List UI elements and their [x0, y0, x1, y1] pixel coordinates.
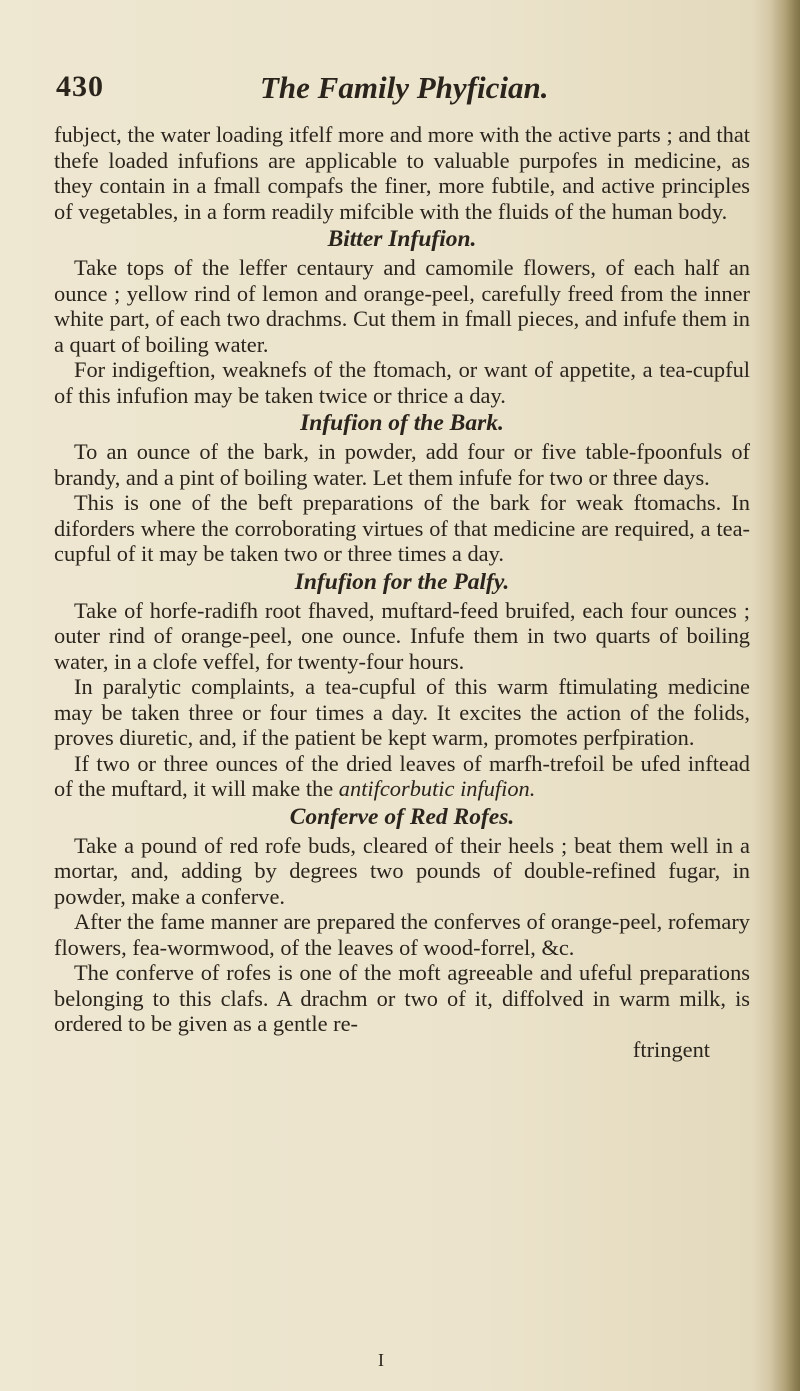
paragraph-conserve-use: The conferve of rofes is one of the moft agreeable and ufeful preparations belonging to this clafs. A drachm or two of it, diffolved in warm milk, is ordered to be given as a gentle re-: [54, 960, 750, 1036]
paragraph-antiscorbutic-text: If two or three ounces of the dried leaves of marfh-trefoil be ufed inftead of the muftard, it will make the: [54, 750, 750, 801]
heading-bark-infusion: Infufion of the Bark.: [300, 410, 504, 436]
page-body: [54, 122, 750, 1062]
heading-palsy-infusion: Infufion for the Palfy.: [294, 568, 510, 595]
paragraph-bark-recipe: To an ounce of the bark, in powder, add four or five table-fpoonfuls of brandy, and a pint of boiling water. Let them infufe for two or three days.: [54, 439, 750, 490]
paragraph-continuation: fubject, the water loading itfelf more and more with the active parts ; and that thefe loaded infufions are applicable to valuable purpofes in medicine, as they contain in a fmall compafs the finer, more fubtile, and active principles of vegetables, in a form readily mifcible with the fluids of the human body.: [54, 122, 750, 224]
catchword: ftringent: [632, 1036, 710, 1062]
heading-conserve-roses: Conferve of Red Rofes.: [289, 803, 515, 830]
paragraph-bitter-recipe: Take tops of the leffer centaury and camomile flowers, of each half an ounce ; yellow rind of lemon and orange-peel, carefully freed from the inner white part, of each two drachms. Cut them in fmall pieces, and infufe them in a quart of boiling water.: [54, 255, 750, 357]
page-edge-shadow: [770, 0, 800, 1391]
antiscorbutic-term: antifcorbutic infufion.: [338, 776, 536, 801]
paragraph-antiscorbutic: [54, 751, 750, 802]
heading-bitter-infusion: Bitter Infufion.: [327, 226, 477, 252]
page-header: [40, 70, 740, 114]
paragraph-bitter-use: For indigeftion, weaknefs of the ftomach, or want of appetite, a tea-cupful of this infufion may be taken twice or thrice a day.: [54, 357, 750, 408]
running-head: The Family Phyfician.: [260, 70, 549, 105]
page-number: 430: [56, 70, 104, 103]
paragraph-conserve-variants: After the fame manner are prepared the conferves of orange-peel, rofemary flowers, fea-wormwood, of the leaves of wood-forrel, &c.: [54, 909, 750, 960]
paragraph-conserve-recipe: Take a pound of red rofe buds, cleared of their heels ; beat them well in a mortar, and, adding by degrees two pounds of double-refined fugar, in powder, make a conferve.: [54, 832, 750, 909]
paragraph-palsy-recipe: Take of horfe-radifh root fhaved, muftard-feed bruifed, each four ounces ; outer rind of orange-peel, one ounce. Infufe them in two quarts of boiling water, in a clofe veffel, for twenty-four hours.: [54, 597, 750, 674]
signature-mark: I: [378, 1350, 384, 1370]
paragraph-bark-use: This is one of the beft preparations of the bark for weak ftomachs. In diforders where the corroborating virtues of that medicine are required, a tea-cupful of it may be taken two or three times a day.: [54, 490, 750, 566]
paragraph-palsy-use: In paralytic complaints, a tea-cupful of this warm ftimulating medicine may be taken three or four times a day. It excites the action of the folids, proves diuretic, and, if the patient be kept warm, promotes perfpiration.: [54, 674, 750, 750]
